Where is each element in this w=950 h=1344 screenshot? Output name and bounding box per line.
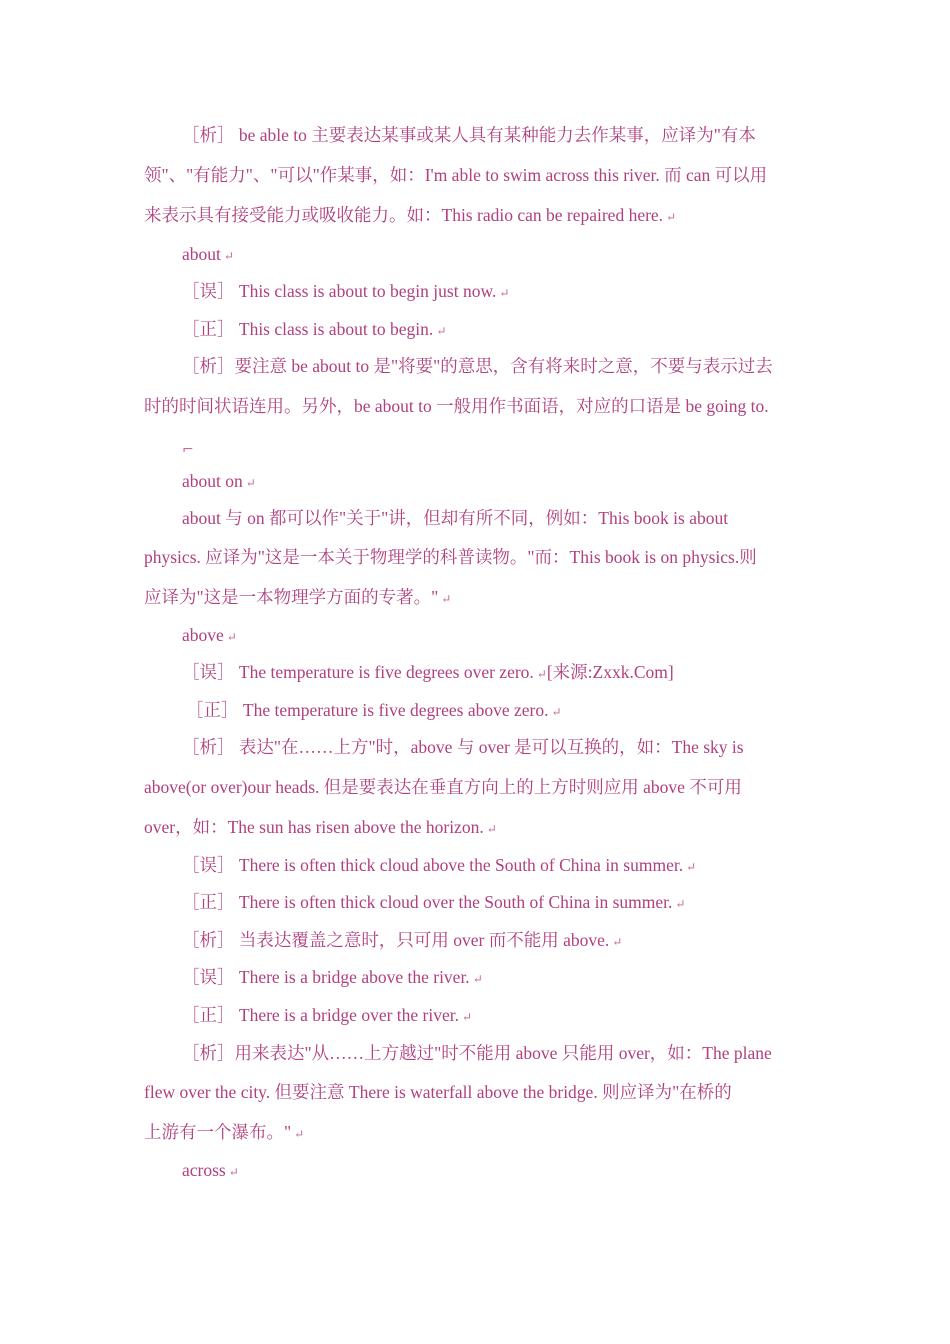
- text-span: ［误］ There is a bridge above the river.: [182, 967, 470, 987]
- heading-across: [182, 1155, 812, 1185]
- text-span: ［正］ There is often thick cloud over the South of China in summer.: [182, 892, 673, 912]
- text-span: 时的时间状语连用。另外，be about to 一般用作书面语，对应的口语是 be going to.: [144, 396, 769, 416]
- text-span: over，如：The sun has risen above the horizon.: [144, 817, 484, 837]
- text-span: ［析］要注意 be about to 是"将要"的意思，含有将来时之意，不要与表示过去: [182, 356, 773, 376]
- text-line-analysis-2: [182, 732, 812, 762]
- text-line-1: [182, 120, 812, 150]
- text-span: about: [182, 244, 221, 264]
- text-span: above: [182, 625, 224, 645]
- text-line-correct-2: [186, 695, 812, 725]
- text-span: ［正］ There is a bridge over the river.: [182, 1005, 459, 1025]
- text-line-analysis-1: [182, 351, 812, 381]
- text-line-about-on-3: [144, 582, 812, 612]
- text-line-analysis-4: [182, 1038, 812, 1068]
- text-line-analysis-1b: [144, 391, 812, 421]
- text-line-about-on-1: [182, 503, 812, 533]
- text-span: 应译为"这是一本物理学方面的专著。": [144, 587, 439, 607]
- text-line-analysis-4c: [144, 1117, 812, 1147]
- paragraph-mark-icon: ↵: [441, 591, 452, 606]
- text-span: ［误］ There is often thick cloud above the South of China in summer.: [182, 855, 684, 875]
- text-span: across: [182, 1160, 226, 1180]
- text-line-correct-1: [182, 314, 812, 344]
- text-span: 领"、"有能力"、"可以"作某事，如：I'm able to swim across this river. 而 can 可以用: [144, 165, 768, 185]
- paragraph-mark-icon: ↵: [226, 629, 237, 644]
- paragraph-mark-icon: ↵: [436, 323, 447, 338]
- section-mark-icon: ⌐: [182, 442, 194, 458]
- paragraph-mark-icon: ↵: [245, 475, 256, 490]
- paragraph-mark-icon: ↵: [551, 704, 562, 719]
- text-span: ［正］ This class is about to begin.: [182, 319, 434, 339]
- paragraph-mark-icon: ↵: [472, 971, 483, 986]
- heading-about-on: [182, 466, 812, 496]
- text-span: ［误］ This class is about to begin just now.: [182, 281, 497, 301]
- paragraph-mark-icon: ↵: [675, 896, 686, 911]
- text-line-wrong-3: [182, 850, 812, 880]
- text-span: about 与 on 都可以作"关于"讲，但却有所不同，例如：This book is about: [182, 508, 729, 528]
- text-line-wrong-2: [182, 657, 812, 687]
- text-span: about on: [182, 471, 243, 491]
- text-span: above(or over)our heads. 但是要表达在垂直方向上的上方时则应用 above 不可用: [144, 777, 742, 797]
- text-line-about-on-2: [144, 542, 812, 572]
- paragraph-mark-icon: ↵: [686, 859, 697, 874]
- text-line-wrong-1: [182, 276, 812, 306]
- text-span: 上游有一个瀑布。": [144, 1122, 292, 1142]
- text-line-analysis-2c: [144, 812, 812, 842]
- text-span: 来表示具有接受能力或吸收能力。如：This radio can be repaired here.: [144, 205, 664, 225]
- paragraph-mark-icon: ↵: [228, 1164, 239, 1179]
- text-span: ［析］ 当表达覆盖之意时，只可用 over 而不能用 above.: [182, 930, 610, 950]
- paragraph-mark-icon: ↵: [666, 209, 677, 224]
- text-line-3: [144, 200, 812, 230]
- text-span: ［误］ The temperature is five degrees over zero.: [182, 662, 534, 682]
- source-note: [来源:Zxxk.Com]: [546, 662, 674, 682]
- text-span: ［析］ be able to 主要表达某事或某人具有某种能力去作某事，应译为"有本: [182, 125, 756, 145]
- text-span: ［析］用来表达"从……上方越过"时不能用 above 只能用 over，如：The plane: [182, 1043, 772, 1063]
- text-span: ［析］ 表达"在……上方"时，above 与 over 是可以互换的，如：The sky is: [182, 737, 744, 757]
- text-span: physics. 应译为"这是一本关于物理学的科普读物。"而：This book is on physics.则: [144, 547, 757, 567]
- paragraph-mark-icon: ↵: [612, 934, 623, 949]
- paragraph-mark-icon: ↵: [499, 285, 510, 300]
- text-span: ［正］ The temperature is five degrees above zero.: [186, 700, 549, 720]
- paragraph-mark-icon: ↵: [223, 248, 234, 263]
- heading-about: [182, 239, 812, 269]
- text-line-wrong-4: [182, 962, 812, 992]
- text-span: flew over the city. 但要注意 There is waterfall above the bridge. 则应译为"在桥的: [144, 1082, 732, 1102]
- text-line-analysis-4b: [144, 1077, 812, 1107]
- text-line-analysis-3: [182, 925, 812, 955]
- paragraph-mark-icon: ↵: [486, 821, 497, 836]
- text-line-correct-3: [182, 887, 812, 917]
- text-line-correct-4: [182, 1000, 812, 1030]
- paragraph-mark-icon: ↵: [462, 1009, 473, 1024]
- text-line-analysis-2b: [144, 772, 812, 802]
- paragraph-mark-icon: ↵: [294, 1126, 305, 1141]
- text-line-2: [144, 160, 812, 190]
- paragraph-mark-icon: ↵: [536, 666, 547, 681]
- heading-above: [182, 620, 812, 650]
